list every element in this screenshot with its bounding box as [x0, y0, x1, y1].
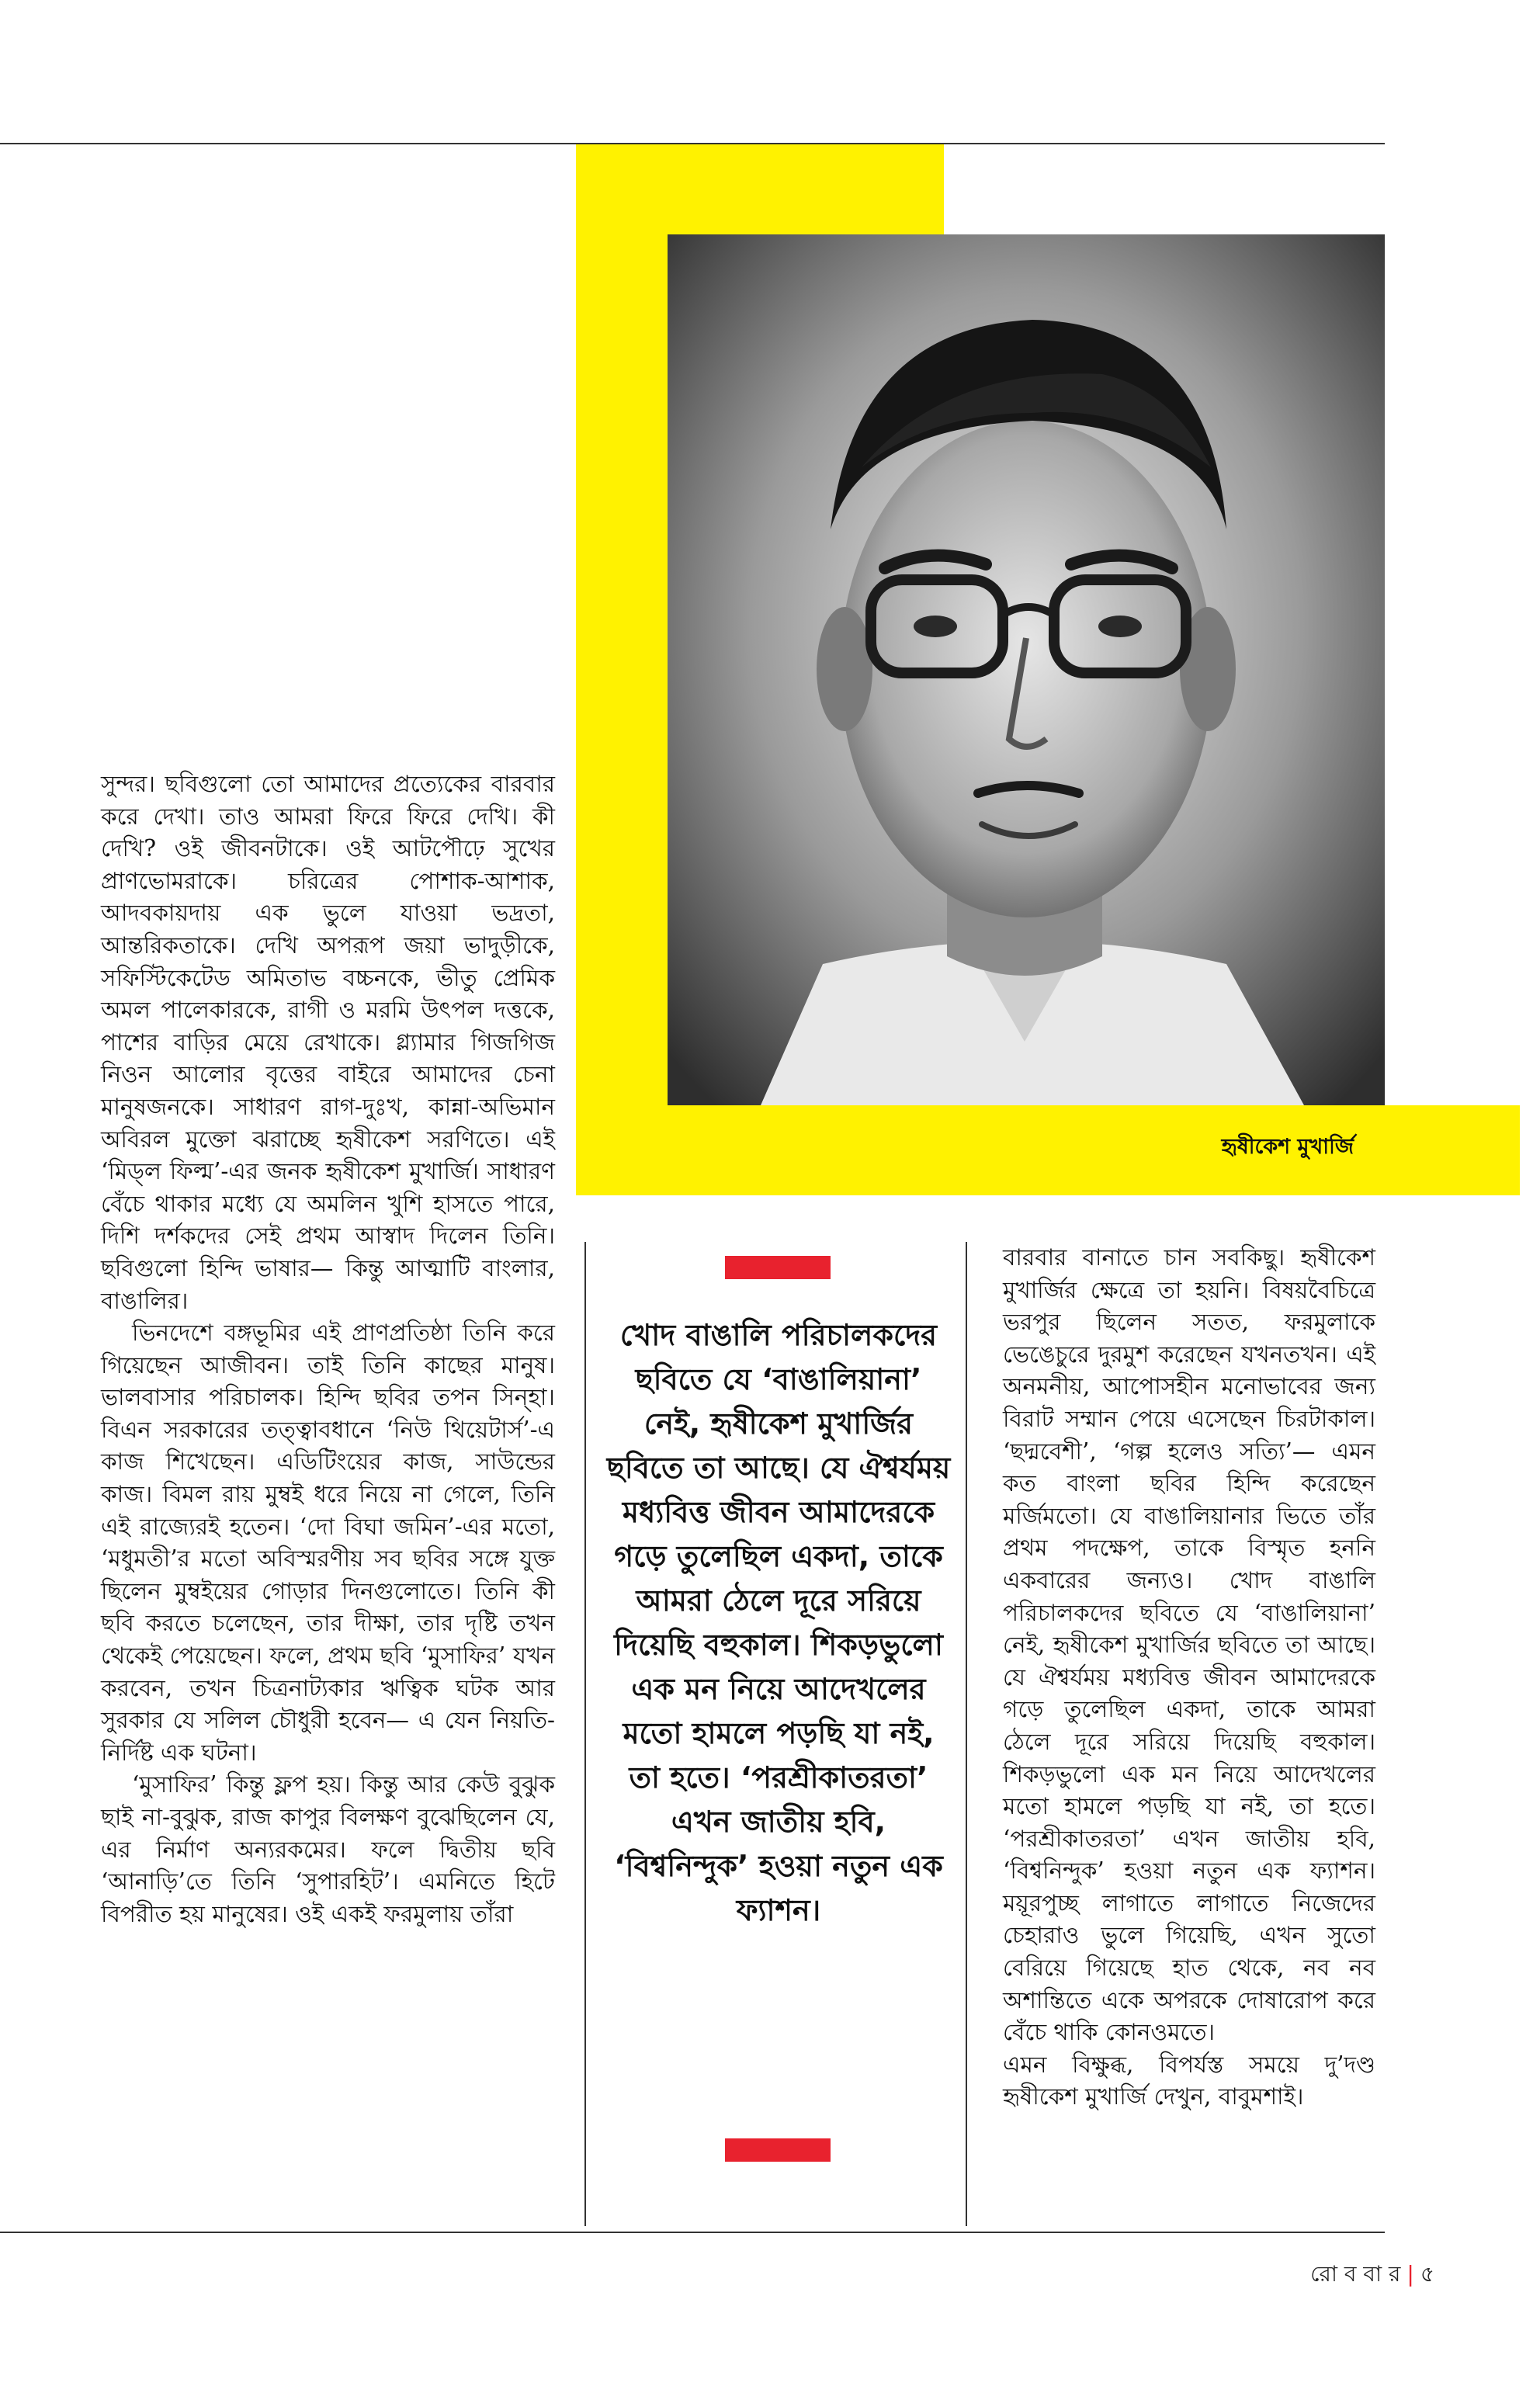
article-column-left — [101, 768, 555, 1930]
paragraph: এমন বিক্ষুব্ধ, বিপর্যস্ত সময়ে দু’দণ্ড হৃষীকেশ মুখার্জি দেখুন, বাবুমশাই। — [1003, 2051, 1375, 2110]
quote-bar-top — [725, 1256, 831, 1279]
page-number: ৫ — [1420, 2261, 1434, 2287]
section-name: রো ব বা র — [1310, 2261, 1401, 2287]
quote-bar-bottom — [725, 2138, 831, 2162]
folio-divider: | — [1406, 2261, 1414, 2287]
column-divider — [584, 1242, 586, 2226]
caption-band — [576, 1105, 1520, 1195]
photo-caption: হৃষীকেশ মুখার্জি — [1221, 1135, 1354, 1159]
paragraph: ‘মুসাফির’ কিন্তু ফ্লপ হয়। কিন্তু আর কেউ বুঝুক ছাই না-বুঝুক, রাজ কাপুর বিলক্ষণ বুঝেছিলেন যে, এর নির্মাণ অন্যরকমের। ফলে দ্বিতীয় ছবি ‘আনাড়ি’তে তিনি ‘সুপারহিট’। এমনিতে হিটে বিপরীত হয় মানুষের। ওই একই ফরমুলায় তাঁরা — [101, 1771, 555, 1927]
bottom-rule — [0, 2232, 1385, 2233]
pull-quote: খোদ বাঙালি পরিচালকদের ছবিতে যে ‘বাঙালিয়ানা’ নেই, হৃষীকেশ মুখার্জির ছবিতে তা আছে। যে ঐশ্বর্যময় মধ্যবিত্ত জীবন আমাদেরকে গড়ে তুলেছিল একদা, তাকে আমরা ঠেলে দূরে সরিয়ে দিয়েছি বহুকাল। শিকড়ভুলো এক মন নিয়ে আদেখলের মতো হামলে পড়ছি যা নই, তা হতে। ‘পরশ্রীকাতরতা’ এখন জাতীয় হবি, ‘বিশ্বনিন্দুক’ হওয়া নতুন এক ফ্যাশন। — [606, 1318, 951, 1927]
portrait-photo — [668, 234, 1385, 1105]
page-folio — [1310, 2257, 1434, 2294]
paragraph: বারবার বানাতে চান সবকিছু। হৃষীকেশ মুখার্জির ক্ষেত্রে তা হয়নি। বিষয়বৈচিত্রে ভরপুর ছিলেন সতত, ফরমুলাকে ভেঙেচুরে দুরমুশ করেছেন যখনতখন। এই অনমনীয়, আপোসহীন মনোভাবের জন্য বিরাট সম্মান পেয়ে এসেছেন চিরটাকাল। ‘ছদ্মবেশী’, ‘গল্প হলেও সত্যি’— এমন কত বাংলা ছবির হিন্দি করেছেন মর্জিমতো। যে বাঙালিয়ানার ভিতে তাঁর প্রথম পদক্ষেপ, তাকে বিস্মৃত হননি একবারের জন্যও। খোদ বাঙালি পরিচালকদের ছবিতে যে ‘বাঙালিয়ানা’ নেই, হৃষীকেশ মুখার্জির ছবিতে তা আছে। যে ঐশ্বর্যময় মধ্যবিত্ত জীবন আমাদেরকে গড়ে তুলেছিল একদা, তাকে আমরা ঠেলে দূরে সরিয়ে দিয়েছি বহুকাল। শিকড়ভুলো এক মন নিয়ে আদেখলের মতো হামলে পড়ছি যা নই, তা হতে। ‘পরশ্রীকাতরতা’ এখন জাতীয় হবি, ‘বিশ্বনিন্দুক’ হওয়া নতুন এক ফ্যাশন। ময়ূরপুচ্ছ লাগাতে লাগাতে নিজেদের চেহারাও ভুলে গিয়েছি, এখন সুতো বেরিয়ে গিয়েছে হাত থেকে, নব নব অশান্তিতে একে অপরকে দোষারোপ করে বেঁচে থাকি কোনওমতে। — [1003, 1244, 1375, 2046]
portrait-illustration — [668, 234, 1385, 1105]
article-column-right — [1003, 1242, 1375, 2114]
paragraph: ভিনদেশে বঙ্গভূমির এই প্রাণপ্রতিষ্ঠা তিনি করে গিয়েছেন আজীবন। তাই তিনি কাছের মানুষ। ভালবাসার পরিচালক। হিন্দি ছবির তপন সিন্হা। বিএন সরকারের তত্ত্বাবধানে ‘নিউ থিয়েটার্স’-এ কাজ শিখেছেন। এডিটিংয়ের কাজ, সাউন্ডের কাজ। বিমল রায় মুম্বই ধরে নিয়ে না গেলে, তিনি এই রাজ্যেরই হতেন। ‘দো বিঘা জমিন’-এর মতো, ‘মধুমতী’র মতো অবিস্মরণীয় সব ছবির সঙ্গে যুক্ত ছিলেন মুম্বইয়ের গোড়ার দিনগুলোতে। তিনি কী ছবি করতে চলেছেন, তার দীক্ষা, তার দৃষ্টি তখন থেকেই পেয়েছেন। ফলে, প্রথম ছবি ‘মুসাফির’ যখন করবেন, তখন চিত্রনাট্যকার ঋত্বিক ঘটক আর সুরকার যে সলিল চৌধুরী হবেন— এ যেন নিয়তি-নির্দিষ্ট এক ঘটনা। — [101, 1320, 555, 1766]
paragraph: সুন্দর। ছবিগুলো তো আমাদের প্রত্যেকের বারবার করে দেখা। তাও আমরা ফিরে ফিরে দেখি। কী দেখি? ওই জীবনটাকে। ওই আটপৌঢ়ে সুখের প্রাণভোমরাকে। চরিত্রের পোশাক-আশাক, আদবকায়দায় এক ভুলে যাওয়া ভদ্রতা, আন্তরিকতাকে। দেখি অপরূপ জয়া ভাদুড়ীকে, সফিস্টিকেটেড অমিতাভ বচ্চনকে, ভীতু প্রেমিক অমল পালেকারকে, রাগী ও মরমি উৎপল দত্তকে, পাশের বাড়ির মেয়ে রেখাকে। গ্ল্যামার গিজগিজ নিওন আলোর বৃত্তের বাইরে আমাদের চেনা মানুষজনকে। সাধারণ রাগ-দুঃখ, কান্না-অভিমান অবিরল মুক্তো ঝরাচ্ছে হৃষীকেশ সরণিতে। এই ‘মিড্‌ল ফিল্ম’-এর জনক হৃষীকেশ মুখার্জি। সাধারণ বেঁচে থাকার মধ্যে যে অমলিন খুশি হাসতে পারে, দিশি দর্শকদের সেই প্রথম আস্বাদ দিলেন তিনি। ছবিগুলো হিন্দি ভাষার— কিন্তু আত্মাটি বাংলার, বাঙালির। — [101, 771, 555, 1314]
column-divider — [966, 1242, 967, 2226]
